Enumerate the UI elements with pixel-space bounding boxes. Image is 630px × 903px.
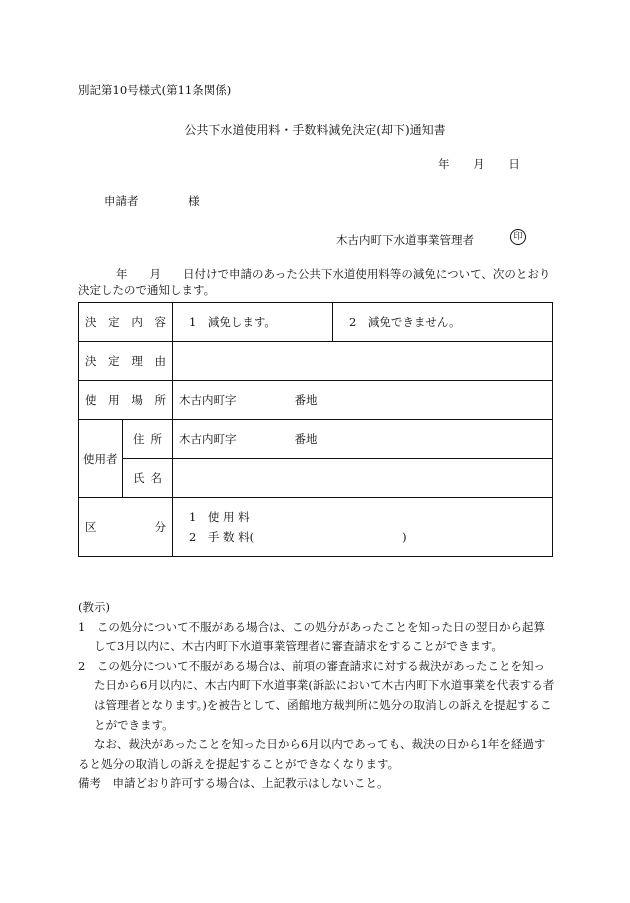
- name-label: 氏 名: [133, 471, 162, 485]
- decision-label: 決 定 内 容: [85, 315, 166, 329]
- place-label: 使 用 場 所: [85, 393, 166, 407]
- category-option-1: 1 使 用 料: [189, 510, 250, 524]
- document-title: 公共下水道使用料・手数料減免決定(却下)通知書: [184, 123, 446, 137]
- reason-value: [173, 342, 553, 381]
- category-label-b: 分: [154, 520, 166, 534]
- category-close: ): [402, 530, 407, 544]
- decision-label-cell: [79, 303, 173, 342]
- applicant-label: 申請者: [104, 194, 139, 208]
- instruction-heading: (教示): [78, 600, 110, 614]
- address-suffix: 番地: [294, 432, 318, 446]
- user-label: 使用者: [79, 420, 123, 498]
- notice-text: [78, 266, 552, 298]
- instruction-remark: 備考 申請どおり許可する場合は、上記教示はしないこと。: [78, 776, 389, 791]
- address-value-cell: [173, 420, 553, 459]
- category-label-a: 区: [85, 520, 97, 534]
- table-row: [79, 381, 553, 420]
- category-option-2: 2 手 数 料(: [189, 530, 255, 544]
- table-row: [79, 498, 553, 557]
- decision-table: [78, 302, 553, 557]
- table-row: [79, 420, 553, 459]
- date-month: 月: [473, 157, 485, 171]
- name-value: [173, 459, 553, 498]
- reason-label: 決 定 理 由: [85, 354, 166, 368]
- issue-date: [438, 156, 520, 172]
- body-month: 月: [149, 267, 161, 281]
- seal-mark: 印: [510, 229, 526, 245]
- name-label-cell: [123, 459, 173, 498]
- instruction-item-1: 1 この処分について不服がある場合は、この処分があったことを知った日の翌日から起算して3月以内に、木古内町下水道事業管理者に審査請求をすることができます。: [78, 619, 545, 654]
- address-value: 木古内町字: [179, 432, 237, 446]
- reason-label-cell: [79, 342, 173, 381]
- form-number: 別記第10号様式(第11条関係): [78, 83, 232, 97]
- address-label: 住 所: [133, 432, 162, 446]
- table-row: [79, 342, 553, 381]
- applicant-suffix: 様: [188, 194, 200, 208]
- address-label-cell: [123, 420, 173, 459]
- decision-option-2: 2 減免できません。: [333, 303, 553, 342]
- place-label-cell: [79, 381, 173, 420]
- date-day: 日: [508, 157, 520, 171]
- instruction-note: なお、裁決があったことを知った日から6月以内であっても、裁決の日から1年を経過すると処分の取消しの訴えを提起することができなくなります。: [78, 737, 546, 771]
- category-options: [173, 498, 553, 557]
- body-text: 日付けで申請のあった公共下水道使用料等の減免について、次のとおり決定したので通知します。: [78, 267, 551, 297]
- issuer-name: 木古内町下水道事業管理者: [336, 233, 474, 247]
- decision-option-1: 1 減免します。: [173, 303, 333, 342]
- instruction-item-2: 2 この処分について不服がある場合は、前項の審査請求に対する裁決があったことを知った日から6月以内に、木古内町下水道事業(訴訟において木古内町下水道事業を代表する者は管理者となります。)を被告として、函館地方裁判所に処分の取消しの訴えを提起することができます。: [78, 658, 555, 732]
- body-year: 年: [116, 267, 128, 281]
- instruction-block: [78, 598, 556, 794]
- place-value-cell: [173, 381, 553, 420]
- place-suffix: 番地: [294, 393, 318, 407]
- date-year: 年: [438, 157, 450, 171]
- table-row: [79, 303, 553, 342]
- category-label-cell: [79, 498, 173, 557]
- place-value: 木古内町字: [179, 393, 237, 407]
- applicant-line: [104, 193, 200, 209]
- table-row: [79, 459, 553, 498]
